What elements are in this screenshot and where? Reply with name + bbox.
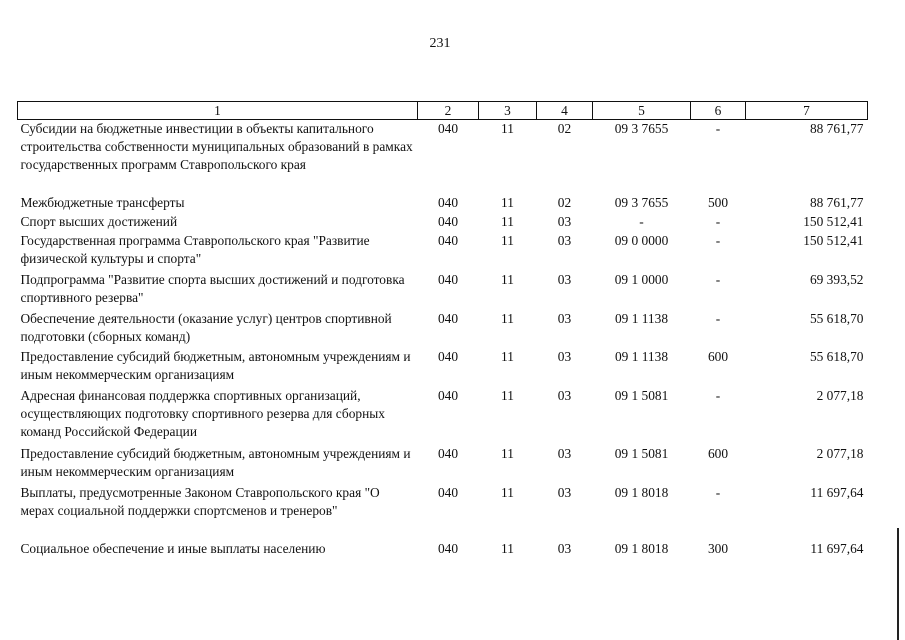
row-col-5: -	[639, 213, 644, 229]
column-header-5: 5	[593, 102, 691, 120]
budget-table	[17, 101, 868, 559]
row-col-5: 09 1 1138	[614, 348, 669, 364]
row-amount: 11 697,64	[810, 540, 864, 556]
row-col-2: 040	[437, 540, 459, 556]
column-header-4: 4	[537, 102, 593, 120]
row-col-6: -	[715, 310, 721, 326]
row-col-3: 11	[501, 484, 514, 500]
row-col-2: 040	[437, 348, 459, 364]
row-amount: 2 077,18	[816, 387, 864, 403]
row-amount: 150 512,41	[803, 232, 864, 248]
row-col-5: 09 0 0000	[614, 232, 669, 248]
row-col-5: 09 1 0000	[614, 271, 669, 287]
row-col-6: -	[715, 387, 721, 403]
row-col-3: 11	[501, 540, 514, 556]
row-col-2: 040	[437, 484, 459, 500]
row-name: Обеспечение деятельности (оказание услуг) центров спортивной подготовки (сборных команд)	[20, 310, 392, 344]
row-col-5: 09 1 8018	[614, 540, 669, 556]
row-amount: 88 761,77	[809, 194, 864, 210]
row-name: Субсидии на бюджетные инвестиции в объекты капитального строительства собственности муниципальных образований в рамках государственных программ Ставропольского края	[20, 121, 413, 172]
table-body	[18, 120, 868, 559]
row-col-2: 040	[437, 387, 459, 403]
row-name: Выплаты, предусмотренные Законом Ставропольского края "О мерах социальной поддержки спортсменов и тренеров"	[20, 484, 380, 518]
row-col-6: -	[715, 484, 721, 500]
row-col-6: -	[715, 232, 721, 248]
row-col-3: 11	[501, 121, 514, 136]
row-name: Спорт высших достижений	[20, 213, 178, 229]
row-col-3: 11	[501, 271, 514, 287]
row-amount: 2 077,18	[816, 445, 864, 461]
row-name: Подпрограмма "Развитие спорта высших достижений и подготовка спортивного резерва"	[20, 271, 405, 305]
row-name: Государственная программа Ставропольского края "Развитие физической культуры и спорта"	[20, 232, 370, 266]
row-col-2: 040	[437, 194, 459, 210]
row-col-6: 600	[707, 348, 729, 364]
row-col-4: 03	[557, 310, 572, 326]
row-col-5: 09 1 5081	[614, 387, 669, 403]
table-row	[18, 120, 868, 194]
page-number: 231	[429, 36, 451, 51]
row-amount: 55 618,70	[809, 310, 864, 326]
row-col-6: 300	[707, 540, 729, 556]
row-col-5: 09 1 8018	[614, 484, 669, 500]
row-col-4: 03	[557, 213, 572, 229]
table-row	[18, 213, 868, 232]
row-col-6: 600	[707, 445, 729, 461]
row-col-4: 03	[557, 387, 572, 403]
table-row	[18, 445, 868, 484]
row-col-5: 09 1 5081	[614, 445, 669, 461]
row-col-4: 03	[557, 484, 572, 500]
row-amount: 11 697,64	[810, 484, 864, 500]
row-col-3: 11	[501, 194, 514, 210]
row-col-6: -	[715, 121, 721, 136]
row-col-6: 500	[707, 194, 729, 210]
table-row	[18, 271, 868, 310]
table-row	[18, 484, 868, 540]
row-col-2: 040	[437, 310, 459, 326]
column-header-1: 1	[18, 102, 418, 120]
table-row	[18, 310, 868, 348]
row-col-5: 09 3 7655	[614, 194, 669, 210]
row-amount: 150 512,41	[803, 213, 864, 229]
row-amount: 88 761,77	[809, 121, 864, 136]
column-header-2: 2	[418, 102, 479, 120]
row-col-4: 03	[557, 540, 572, 556]
row-col-6: -	[715, 271, 721, 287]
row-name: Адресная финансовая поддержка спортивных организаций, осуществляющих подготовку спортивного резерва для сборных команд Российской Федерации	[20, 387, 385, 439]
row-col-4: 03	[557, 445, 572, 461]
row-col-2: 040	[437, 121, 459, 136]
row-name: Межбюджетные трансферты	[20, 194, 185, 210]
row-col-3: 11	[501, 445, 514, 461]
row-name: Социальное обеспечение и иные выплаты населению	[20, 540, 326, 556]
row-col-5: 09 3 7655	[614, 121, 669, 136]
row-col-3: 11	[501, 348, 514, 364]
row-col-4: 02	[557, 121, 572, 136]
row-col-3: 11	[501, 213, 514, 229]
row-col-3: 11	[501, 387, 514, 403]
row-col-2: 040	[437, 232, 459, 248]
column-header-7: 7	[746, 102, 868, 120]
row-name: Предоставление субсидий бюджетным, автономным учреждениям и иным некоммерческим организациям	[20, 445, 411, 479]
row-col-4: 02	[557, 194, 572, 210]
row-col-4: 03	[557, 348, 572, 364]
table-row	[18, 232, 868, 271]
table-row	[18, 194, 868, 213]
column-header-3: 3	[479, 102, 537, 120]
table-row	[18, 387, 868, 445]
row-name: Предоставление субсидий бюджетным, автономным учреждениям и иным некоммерческим организациям	[20, 348, 411, 382]
header-row	[18, 102, 868, 120]
row-col-3: 11	[501, 310, 514, 326]
row-col-3: 11	[501, 232, 514, 248]
row-amount: 69 393,52	[809, 271, 864, 287]
row-amount: 55 618,70	[809, 348, 864, 364]
row-col-2: 040	[437, 213, 459, 229]
row-col-2: 040	[437, 445, 459, 461]
row-col-6: -	[715, 213, 721, 229]
row-col-5: 09 1 1138	[614, 310, 669, 326]
row-col-4: 03	[557, 232, 572, 248]
table-row	[18, 540, 868, 559]
page-edge-line	[897, 528, 899, 640]
row-col-4: 03	[557, 271, 572, 287]
budget-table-container	[17, 101, 867, 559]
table-row	[18, 348, 868, 387]
table-header	[18, 102, 868, 120]
row-col-2: 040	[437, 271, 459, 287]
column-header-6: 6	[691, 102, 746, 120]
